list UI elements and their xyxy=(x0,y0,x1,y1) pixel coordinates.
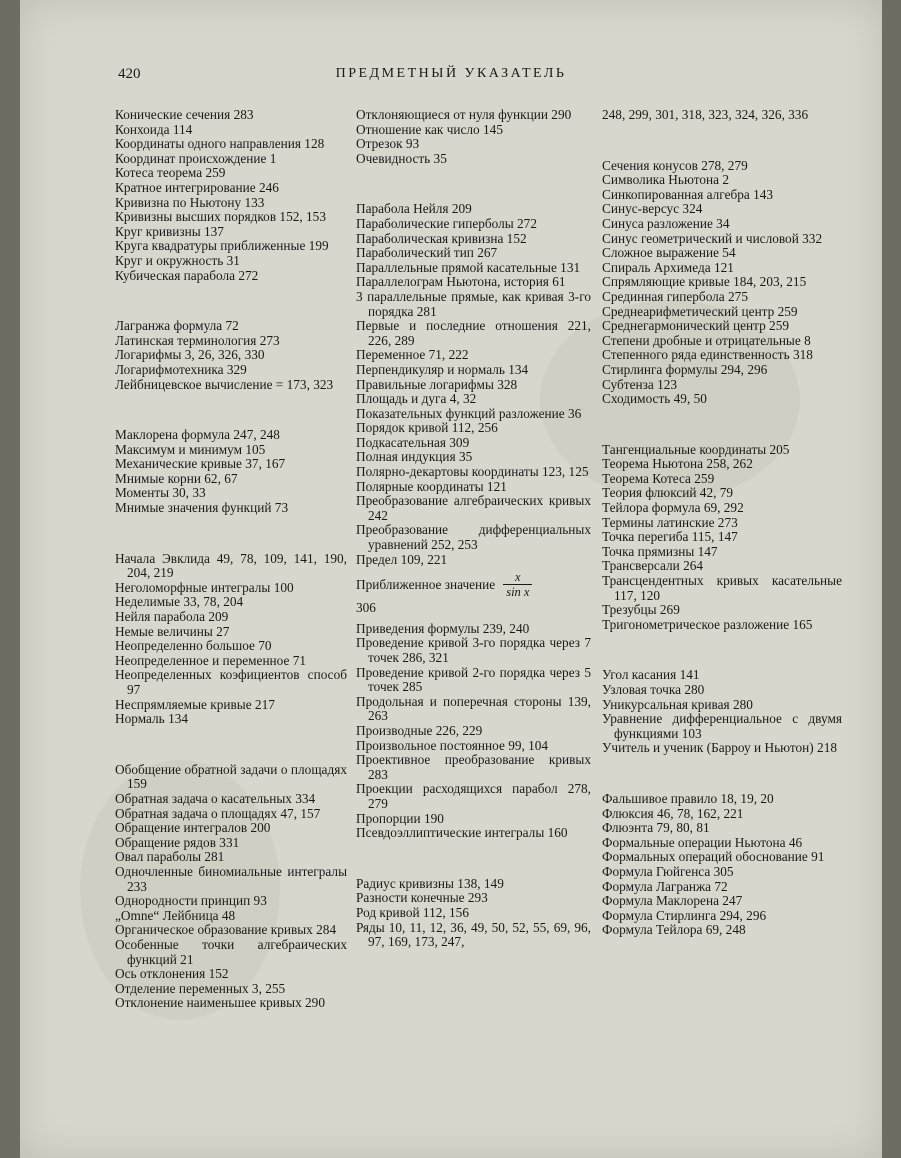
running-title: ПРЕДМЕТНЫЙ УКАЗАТЕЛЬ xyxy=(335,66,567,81)
index-entry: Органическое образование кривых 284 xyxy=(115,922,337,938)
index-entry: Моменты 30, 33 xyxy=(115,485,206,501)
index-entry: Кубическая парабола 272 xyxy=(115,267,259,283)
index-entry: Неделимые 33, 78, 204 xyxy=(115,594,244,610)
group-gap xyxy=(115,392,347,428)
index-entry: Формула Гюйгенса 305 xyxy=(602,863,734,879)
index-entry: Неопределенное и переменное 71 xyxy=(115,652,307,668)
index-entry: Немые величины 27 xyxy=(115,623,230,639)
index-entry: Кривизны высших порядков 152, 153 xyxy=(115,209,326,225)
index-entry: Однородности принцип 93 xyxy=(115,893,267,909)
index-entry: Нейля парабола 209 xyxy=(115,609,229,625)
index-entry: Мнимые корни 62, 67 xyxy=(115,470,238,486)
index-entry: Неопределенных коэфициентов способ 97 xyxy=(115,667,347,697)
index-entry: Приведения формулы 239, 240 xyxy=(356,620,530,636)
index-entry: Координат происхождение 1 xyxy=(115,150,277,166)
index-entry: 248, 299, 301, 318, 323, 324, 326, 336 xyxy=(602,107,809,122)
group-gap xyxy=(602,407,842,443)
fraction-numerator: x xyxy=(515,570,521,585)
index-entry: Псевдоэллиптические интегралы 160 xyxy=(356,825,568,841)
fraction xyxy=(503,571,532,599)
index-entry: Конхоида 114 xyxy=(115,121,193,137)
index-entry: Спираль Архимеда 121 xyxy=(602,259,734,275)
index-column-2 xyxy=(356,108,591,950)
index-entry: Производные 226, 229 xyxy=(356,722,483,738)
index-entry: Парабола Нейля 209 xyxy=(356,201,472,217)
index-entry: Предел 109, 221 xyxy=(356,551,448,567)
index-entry: Уникурсальная кривая 280 xyxy=(602,696,753,712)
index-entry: Угол касания 141 xyxy=(602,667,700,683)
index-entry: Формула Тейлора 69, 248 xyxy=(602,922,746,938)
index-entry: Формальные операции Ньютона 46 xyxy=(602,834,803,850)
index-entry: Преобразование алгебраических кривых 242 xyxy=(356,493,591,523)
index-entry: Термины латинские 273 xyxy=(602,514,738,530)
index-entry: Лейбницевское вычисление = 173, 323 xyxy=(115,376,334,392)
index-entry: Точка прямизны 147 xyxy=(602,543,718,559)
index-entry: Круга квадратуры приближенные 199 xyxy=(115,238,329,254)
index-entry: Степенного ряда единственность 318 xyxy=(602,347,813,363)
index-entry: Одночленные биномиальные интегралы 233 xyxy=(115,863,347,894)
index-entry: Тригонометрическое разложение 165 xyxy=(602,616,813,632)
group-gap xyxy=(115,727,347,763)
index-entry: Переменное 71, 222 xyxy=(356,347,469,363)
index-entry: Отклонение наименьшее кривых 290 xyxy=(115,995,325,1011)
index-entry: Теорема Котеса 259 xyxy=(602,470,715,486)
index-entry: Параболические гиперболы 272 xyxy=(356,215,537,231)
index-entry: Круг и окружность 31 xyxy=(115,252,240,268)
index-entry: Перпендикуляр и нормаль 134 xyxy=(356,361,529,377)
index-entry: Формула Маклорена 247 xyxy=(602,893,743,909)
index-entry: Трансверсали 264 xyxy=(602,558,704,574)
index-entry: Полная индукция 35 xyxy=(356,449,473,465)
index-column-3 xyxy=(602,108,842,938)
index-entry: Разности конечные 293 xyxy=(356,890,488,906)
group-gap xyxy=(356,841,591,877)
index-entry: Сложное выражение 54 xyxy=(602,245,736,261)
index-entry: Полярно-декартовы координаты 123, 125 xyxy=(356,464,589,480)
index-entry: Срединная гипербола 275 xyxy=(602,288,748,304)
index-entry: Тангенциальные координаты 205 xyxy=(602,441,790,457)
index-column-1 xyxy=(115,108,347,1011)
index-entry: „Omne“ Лейбница 48 xyxy=(115,907,236,923)
index-entry: Синуса разложение 34 xyxy=(602,215,730,231)
index-entry: Стирлинга формулы 294, 296 xyxy=(602,361,768,377)
index-entry: Синкопированная алгебра 143 xyxy=(602,186,774,202)
index-entry: Формальных операций обоснование 91 xyxy=(602,849,825,865)
index-entry: Обобщение обратной задачи о площадях 159 xyxy=(115,761,347,792)
index-entry: Логарифмотехника 329 xyxy=(115,361,247,377)
group-gap xyxy=(115,283,347,319)
index-entry: Нормаль 134 xyxy=(115,711,189,727)
group-gap xyxy=(602,632,842,668)
column-2-lower xyxy=(356,622,591,950)
index-entry: Отношение как число 145 xyxy=(356,121,503,137)
index-entry: Степени дробные и отрицательные 8 xyxy=(602,332,811,348)
index-entry: Узловая точка 280 xyxy=(602,682,705,697)
index-entry: Фальшивое правило 18, 19, 20 xyxy=(602,790,774,806)
index-entry: Овал параболы 281 xyxy=(115,849,225,865)
index-entry: Очевидность 35 xyxy=(356,150,447,166)
index-entry: Синус-версус 324 xyxy=(602,201,703,217)
index-entry: Среднегармонический центр 259 xyxy=(602,318,789,334)
index-entry: Ось отклонения 152 xyxy=(115,966,229,982)
index-entry: Неопределенно большое 70 xyxy=(115,638,272,654)
index-entry: Кратное интегрирование 246 xyxy=(115,179,279,195)
index-entry: Механические кривые 37, 167 xyxy=(115,456,286,472)
group-gap xyxy=(356,166,591,202)
index-entry: Теорема Ньютона 258, 262 xyxy=(602,456,753,472)
index-entry: Флюэнта 79, 80, 81 xyxy=(602,820,710,836)
index-entry: Параллельные прямой касательные 131 xyxy=(356,259,581,275)
index-entry: Субтенза 123 xyxy=(602,376,678,392)
index-entry: Род кривой 112, 156 xyxy=(356,904,469,920)
index-entry: Кривизна по Ньютону 133 xyxy=(115,194,265,210)
index-entry: Радиус кривизны 138, 149 xyxy=(356,875,504,891)
index-entry: Формула Лагранжа 72 xyxy=(602,878,728,894)
index-entry: Правильные логарифмы 328 xyxy=(356,376,518,392)
index-entry: Показательных функций разложение 36 xyxy=(356,405,582,421)
index-entry: Трансцендентных кривых касательные 117, 120 xyxy=(602,573,842,603)
index-entry: Теория флюксий 42, 79 xyxy=(602,485,734,501)
index-entry: Обратная задача о площадях 47, 157 xyxy=(115,805,321,821)
index-entry: Логарифмы 3, 26, 326, 330 xyxy=(115,347,265,363)
index-entry: Формула Стирлинга 294, 296 xyxy=(602,907,767,923)
index-entry: Котеса теорема 259 xyxy=(115,165,226,181)
index-entry: Параболический тип 267 xyxy=(356,245,498,261)
index-entry: Начала Эвклида 49, 78, 109, 141, 190, 204, 219 xyxy=(115,550,347,581)
index-entry: Символика Ньютона 2 xyxy=(602,172,729,188)
page-number: 420 xyxy=(118,66,141,82)
index-entry: Неспрямляемые кривые 217 xyxy=(115,696,275,712)
index-entry: Максимум и минимум 105 xyxy=(115,441,266,457)
index-entry: Трезубцы 269 xyxy=(602,602,680,618)
book-page xyxy=(20,0,882,1158)
index-entry: Синус геометрический и числовой 332 xyxy=(602,230,823,246)
index-entry: Проекции расходящихся парабол 278, 279 xyxy=(356,781,591,811)
index-entry: 3 параллельные прямые, как кривая 3-го порядка 281 xyxy=(356,288,591,319)
index-entry: Среднеарифметический центр 259 xyxy=(602,303,798,319)
index-entry: Сходимость 49, 50 xyxy=(602,391,707,407)
index-entry: Параллелограм Ньютона, история 61 xyxy=(356,274,566,290)
index-entry: Круг кривизны 137 xyxy=(115,223,224,239)
index-entry: Первые и последние отношения 221, 226, 289 xyxy=(356,318,591,348)
index-entry: Порядок кривой 112, 256 xyxy=(356,420,498,436)
index-entry: Ряды 10, 11, 12, 36, 49, 50, 52, 55, 69, 96, 97, 169, 173, 247, xyxy=(356,919,591,950)
index-entry: Конические сечения 283 xyxy=(115,107,254,122)
index-entry: Мнимые значения функций 73 xyxy=(115,500,289,516)
index-entry: Уравнение дифференциальное с двумя функциями 103 xyxy=(602,711,842,741)
index-entry: Точка перегиба 115, 147 xyxy=(602,529,738,545)
index-entry: Особенные точки алгебраических функций 21 xyxy=(115,936,347,967)
column-2-upper xyxy=(356,108,591,567)
index-entry: Лагранжа формула 72 xyxy=(115,318,239,334)
index-entry: Полярные координаты 121 xyxy=(356,478,507,494)
index-entry-formula xyxy=(356,571,591,616)
fraction-denominator: sin x xyxy=(503,584,532,599)
index-entry: Проведение кривой 2-го порядка через 5 точек 285 xyxy=(356,664,591,695)
index-entry: Спрямляющие кривые 184, 203, 215 xyxy=(602,274,807,290)
index-entry: Параболическая кривизна 152 xyxy=(356,230,527,246)
index-entry: Неголоморфные интегралы 100 xyxy=(115,579,294,595)
group-gap xyxy=(115,516,347,552)
index-entry: Преобразование дифференциальных уравнений 252, 253 xyxy=(356,522,591,553)
index-entry: Тейлора формула 69, 292 xyxy=(602,500,744,516)
index-entry: Проективное преобразование кривых 283 xyxy=(356,752,591,782)
index-entry: Площадь и дуга 4, 32 xyxy=(356,391,477,407)
index-entry: Маклорена формула 247, 248 xyxy=(115,427,280,443)
index-entry: Сечения конусов 278, 279 xyxy=(602,157,748,173)
index-entry: Обращение интегралов 200 xyxy=(115,820,271,836)
page-header xyxy=(20,66,882,90)
index-entry: Флюксия 46, 78, 162, 221 xyxy=(602,805,744,821)
index-entry: Отделение переменных 3, 255 xyxy=(115,980,286,996)
index-entry: Отрезок 93 xyxy=(356,136,420,152)
group-gap xyxy=(602,123,842,159)
index-entry: Отклоняющиеся от нуля функции 290 xyxy=(356,107,572,122)
index-entry: Проведение кривой 3-го порядка через 7 точек 286, 321 xyxy=(356,635,591,665)
index-entry: Учитель и ученик (Барроу и Ньютон) 218 xyxy=(602,740,837,756)
index-entry: Пропорции 190 xyxy=(356,810,444,826)
index-entry: Продольная и поперечная стороны 139, 263 xyxy=(356,693,591,724)
index-entry: Подкасательная 309 xyxy=(356,434,470,450)
index-entry: Обращение рядов 331 xyxy=(115,834,240,850)
index-entry: Произвольное постоянное 99, 104 xyxy=(356,737,549,753)
index-entry: Координаты одного направления 128 xyxy=(115,136,325,152)
formula-entry-label: Приближенное значение xyxy=(356,576,496,592)
index-entry: Обратная задача о касательных 334 xyxy=(115,790,316,806)
group-gap xyxy=(602,756,842,792)
formula-entry-pages: 306 xyxy=(356,600,376,616)
index-entry: Латинская терминология 273 xyxy=(115,332,280,348)
